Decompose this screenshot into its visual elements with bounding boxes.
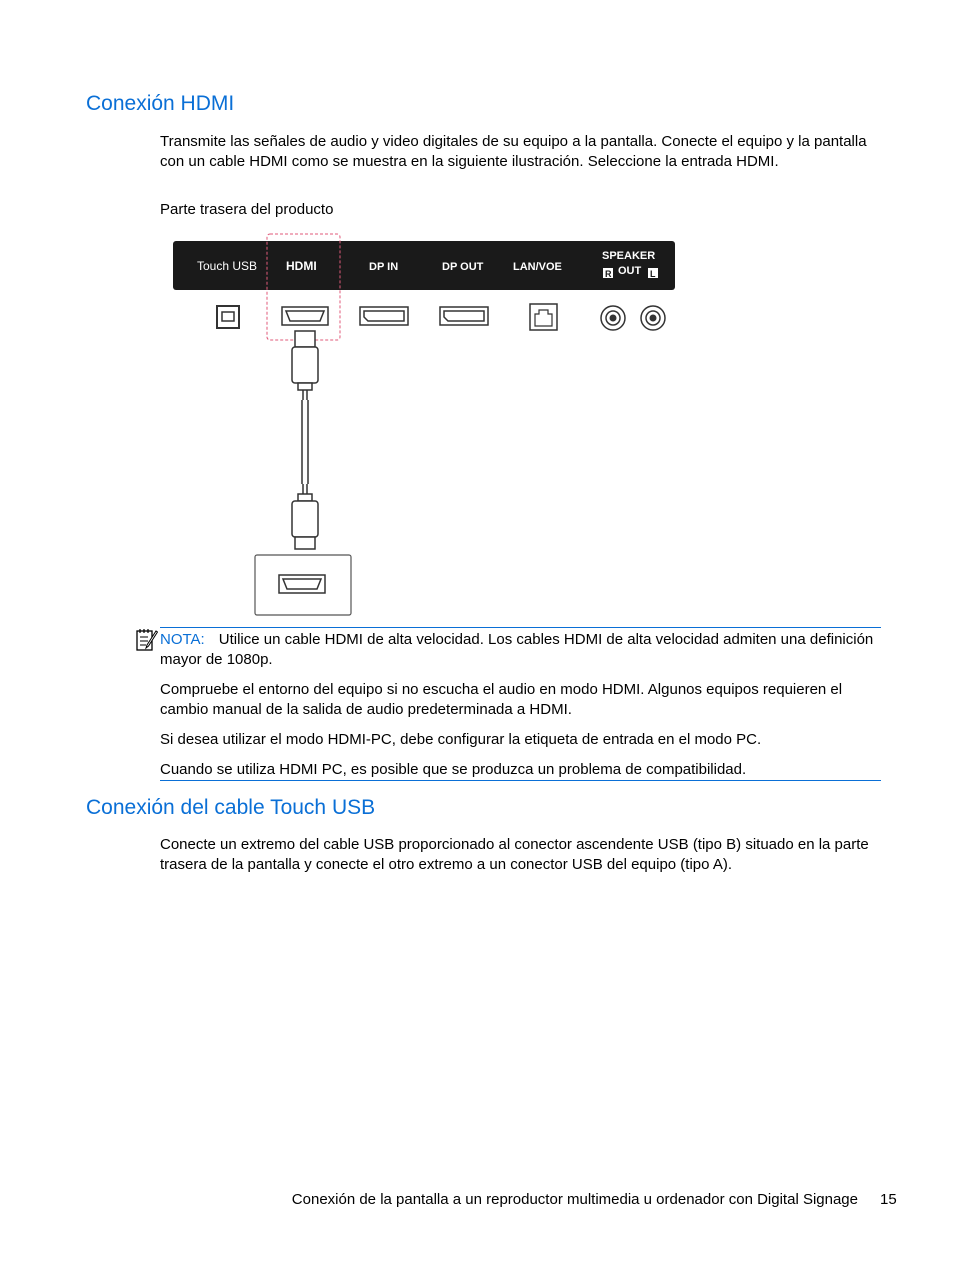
note-label: NOTA: <box>160 631 205 648</box>
note-paragraph-4: Cuando se utiliza HDMI PC, es posible que se produzca un problema de compatibilidad. <box>160 761 747 778</box>
note-bottom-rule <box>160 780 881 781</box>
note-paragraph-2: Compruebe el entorno del equipo si no escucha el audio en modo HDMI. Algunos equipos requieren el cambio manual de la salida de audio predeterminada a HDMI. <box>160 681 843 718</box>
speaker-out-label: OUT <box>618 265 642 277</box>
footer-text: Conexión de la pantalla a un reproductor multimedia u ordenador con Digital Signage <box>291 1191 858 1208</box>
lan-label: LAN/VOE <box>513 261 562 273</box>
dp-out-port-icon <box>440 307 488 325</box>
hdmi-intro-paragraph: Transmite las señales de audio y video digitales de su equipo a la pantalla. Conecte el equipo y la pantalla con un cable HDMI como se muestra en la siguiente ilustración. Seleccione la entrada HDMI. <box>160 133 867 170</box>
dp-out-label: DP OUT <box>442 261 484 273</box>
hdmi-label: HDMI <box>286 259 317 273</box>
speaker-l-label: L <box>650 269 656 279</box>
note-top-rule <box>160 627 881 628</box>
usb-b-port-icon <box>217 306 239 328</box>
touch-usb-label: Touch USB <box>197 259 258 273</box>
section-title-touch-usb: Conexión del cable Touch USB <box>86 796 376 819</box>
page-number: 15 <box>880 1191 897 1208</box>
speaker-l-jack-icon <box>641 306 665 330</box>
hdmi-connection-diagram <box>170 232 680 620</box>
hdmi-cable <box>292 331 318 549</box>
note-icon <box>136 628 158 652</box>
touch-usb-paragraph: Conecte un extremo del cable USB proporcionado al conector ascendente USB (tipo B) situado en la parte trasera de la pantalla y conecte el otro extremo a un conector USB del equipo (tipo A). <box>160 836 869 873</box>
speaker-r-jack-icon <box>601 306 625 330</box>
dp-in-port-icon <box>360 307 408 325</box>
section-title-hdmi: Conexión HDMI <box>86 92 235 115</box>
hdmi-port-icon <box>282 307 328 325</box>
dp-in-label: DP IN <box>369 261 399 273</box>
speaker-label: SPEAKER <box>602 250 656 262</box>
note-text: Utilice un cable HDMI de alta velocidad. Los cables HDMI de alta velocidad admiten una definición mayor de 1080p. <box>160 631 874 668</box>
note-paragraph <box>160 630 882 669</box>
lan-port-icon <box>530 304 557 330</box>
computer-hdmi-output <box>255 555 351 615</box>
figure-caption: Parte trasera del producto <box>160 201 334 218</box>
speaker-r-label: R <box>605 269 612 279</box>
note-paragraph-3: Si desea utilizar el modo HDMI-PC, debe configurar la etiqueta de entrada en el modo PC. <box>160 731 762 748</box>
